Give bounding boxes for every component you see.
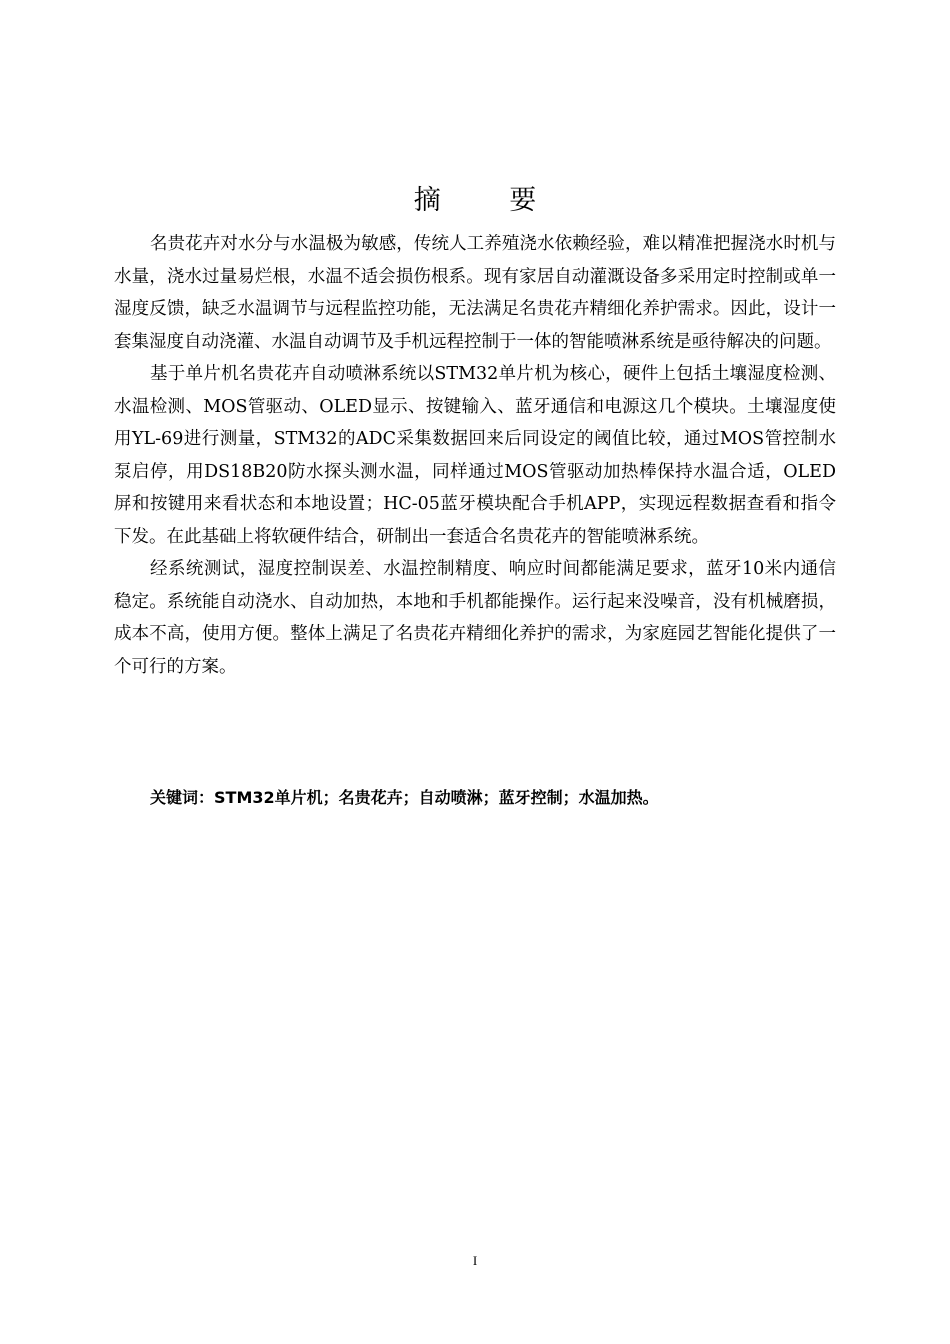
keywords-label: 关键词： <box>150 788 215 807</box>
abstract-title: 摘 要 <box>413 185 567 217</box>
abstract-paragraph-1: 名贵花卉对水分与水温极为敏感，传统人工养殖浇水依赖经验，难以精准把握浇水时机与水量，浇水过量易烂根，水温不适会损伤根系。现有家居自动灌溉设备多采用定时控制或单一湿度反馈，缺乏水温调节与远程监控功能，无法满足名贵花卉精细化养护需求。因此，设计一套集湿度自动浇灌、水温自动调节及手机远程控制于一体的智能喷淋系统是亟待解决的问题。 <box>114 234 836 352</box>
page-number: I <box>472 1253 478 1268</box>
abstract-paragraph-3: 经系统测试，湿度控制误差、水温控制精度、响应时间都能满足要求，蓝牙10米内通信稳定。系统能自动浇水、自动加热，本地和手机都能操作。运行起来没噪音，没有机械磨损，成本不高，使用方便。整体上满足了名贵花卉精细化养护的需求，为家庭园艺智能化提供了一个可行的方案。 <box>114 559 836 677</box>
abstract-body <box>114 228 836 683</box>
keywords-line <box>150 784 840 812</box>
abstract-paragraph-2: 基于单片机名贵花卉自动喷淋系统以STM32单片机为核心，硬件上包括土壤湿度检测、水温检测、MOS管驱动、OLED显示、按键输入、蓝牙通信和电源这几个模块。土壤湿度使用YL-69进行测量，STM32的ADC采集数据回来后同设定的阈值比较，通过MOS管控制水泵启停，用DS18B20防水探头测水温，同样通过MOS管驱动加热棒保持水温合适，OLED屏和按键用来看状态和本地设置；HC-05蓝牙模块配合手机APP，实现远程数据查看和指令下发。在此基础上将软硬件结合，研制出一套适合名贵花卉的智能喷淋系统。 <box>114 364 836 547</box>
keywords-text: STM32单片机；名贵花卉；自动喷淋；蓝牙控制；水温加热。 <box>214 788 659 807</box>
